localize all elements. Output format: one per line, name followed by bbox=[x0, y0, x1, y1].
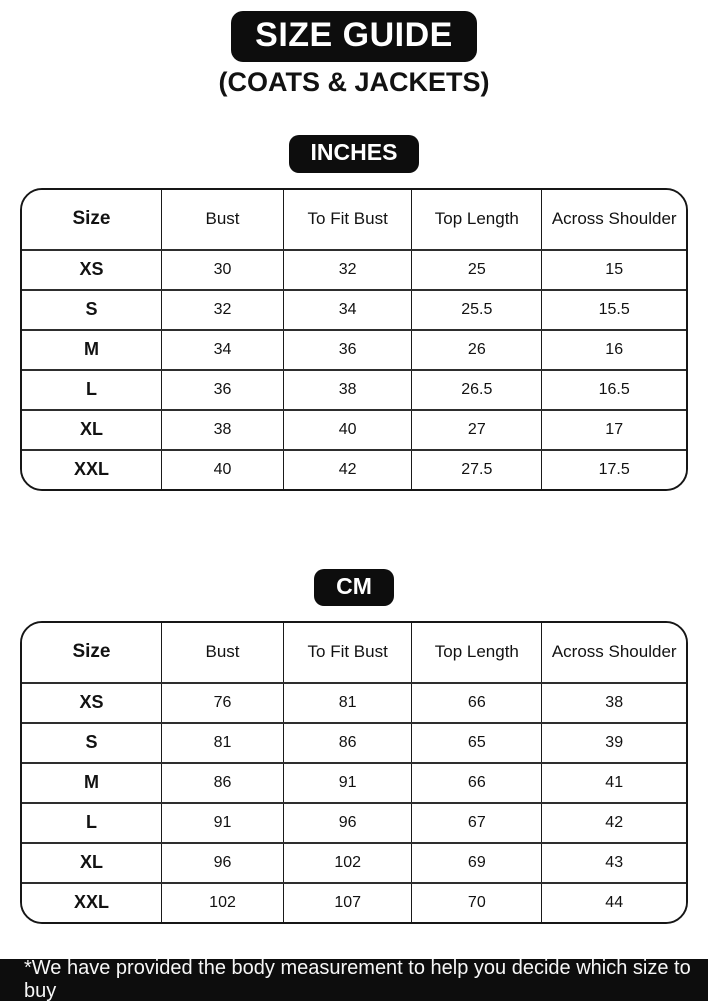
column-header: Across Shoulder bbox=[542, 623, 686, 683]
table-header-row bbox=[22, 190, 686, 250]
value-cell: 30 bbox=[161, 250, 283, 290]
value-cell: 76 bbox=[161, 683, 283, 723]
table-header-row bbox=[22, 623, 686, 683]
value-cell: 38 bbox=[542, 683, 686, 723]
value-cell: 34 bbox=[161, 330, 283, 370]
value-cell: 86 bbox=[284, 723, 412, 763]
value-cell: 41 bbox=[542, 763, 686, 803]
value-cell: 43 bbox=[542, 843, 686, 883]
value-cell: 40 bbox=[284, 410, 412, 450]
cm-section-label-wrap bbox=[0, 569, 708, 606]
value-cell: 70 bbox=[412, 883, 542, 922]
value-cell: 15.5 bbox=[542, 290, 686, 330]
value-cell: 42 bbox=[542, 803, 686, 843]
size-cell: XS bbox=[22, 683, 161, 723]
table-row bbox=[22, 803, 686, 843]
column-header: Bust bbox=[161, 190, 283, 250]
table-row bbox=[22, 290, 686, 330]
cm-size-table bbox=[20, 621, 688, 924]
table-row bbox=[22, 843, 686, 883]
value-cell: 27 bbox=[412, 410, 542, 450]
size-cell: M bbox=[22, 763, 161, 803]
value-cell: 102 bbox=[284, 843, 412, 883]
value-cell: 69 bbox=[412, 843, 542, 883]
inches-section-label-wrap bbox=[0, 135, 708, 172]
value-cell: 91 bbox=[161, 803, 283, 843]
cm-badge: CM bbox=[314, 569, 394, 606]
value-cell: 86 bbox=[161, 763, 283, 803]
value-cell: 38 bbox=[284, 370, 412, 410]
column-header: Across Shoulder bbox=[542, 190, 686, 250]
table-row bbox=[22, 250, 686, 290]
size-cell: L bbox=[22, 370, 161, 410]
value-cell: 39 bbox=[542, 723, 686, 763]
column-header: To Fit Bust bbox=[284, 190, 412, 250]
value-cell: 102 bbox=[161, 883, 283, 922]
size-cell: L bbox=[22, 803, 161, 843]
table-row bbox=[22, 450, 686, 489]
size-cell: M bbox=[22, 330, 161, 370]
value-cell: 17.5 bbox=[542, 450, 686, 489]
value-cell: 67 bbox=[412, 803, 542, 843]
size-cell: S bbox=[22, 290, 161, 330]
value-cell: 16.5 bbox=[542, 370, 686, 410]
value-cell: 81 bbox=[284, 683, 412, 723]
value-cell: 91 bbox=[284, 763, 412, 803]
page-title: SIZE GUIDE bbox=[231, 11, 477, 62]
column-header: Top Length bbox=[412, 190, 542, 250]
value-cell: 65 bbox=[412, 723, 542, 763]
value-cell: 15 bbox=[542, 250, 686, 290]
page-subtitle: (COATS & JACKETS) bbox=[218, 67, 490, 98]
table-row bbox=[22, 763, 686, 803]
value-cell: 36 bbox=[161, 370, 283, 410]
value-cell: 66 bbox=[412, 763, 542, 803]
size-cell: XXL bbox=[22, 450, 161, 489]
value-cell: 17 bbox=[542, 410, 686, 450]
column-header: Size bbox=[22, 623, 161, 683]
table-row bbox=[22, 883, 686, 922]
value-cell: 16 bbox=[542, 330, 686, 370]
column-header: Bust bbox=[161, 623, 283, 683]
value-cell: 96 bbox=[161, 843, 283, 883]
table-row bbox=[22, 683, 686, 723]
inches-badge: INCHES bbox=[289, 135, 420, 172]
size-cell: XS bbox=[22, 250, 161, 290]
value-cell: 107 bbox=[284, 883, 412, 922]
size-cell: XXL bbox=[22, 883, 161, 922]
size-cell: XL bbox=[22, 843, 161, 883]
column-header: Top Length bbox=[412, 623, 542, 683]
column-header: Size bbox=[22, 190, 161, 250]
value-cell: 32 bbox=[161, 290, 283, 330]
value-cell: 26.5 bbox=[412, 370, 542, 410]
footer-disclaimer-text: *We have provided the body measurement to help you decide which size to buy bbox=[24, 957, 691, 1001]
value-cell: 25.5 bbox=[412, 290, 542, 330]
column-header: To Fit Bust bbox=[284, 623, 412, 683]
value-cell: 44 bbox=[542, 883, 686, 922]
value-cell: 27.5 bbox=[412, 450, 542, 489]
table-row bbox=[22, 410, 686, 450]
value-cell: 32 bbox=[284, 250, 412, 290]
value-cell: 40 bbox=[161, 450, 283, 489]
value-cell: 26 bbox=[412, 330, 542, 370]
table-row bbox=[22, 370, 686, 410]
value-cell: 42 bbox=[284, 450, 412, 489]
inches-size-table bbox=[20, 188, 688, 491]
value-cell: 66 bbox=[412, 683, 542, 723]
footer-disclaimer bbox=[0, 959, 708, 1001]
value-cell: 25 bbox=[412, 250, 542, 290]
value-cell: 81 bbox=[161, 723, 283, 763]
table-row bbox=[22, 723, 686, 763]
size-cell: XL bbox=[22, 410, 161, 450]
title-badge-wrap bbox=[0, 0, 708, 62]
value-cell: 34 bbox=[284, 290, 412, 330]
value-cell: 96 bbox=[284, 803, 412, 843]
value-cell: 36 bbox=[284, 330, 412, 370]
table-row bbox=[22, 330, 686, 370]
size-cell: S bbox=[22, 723, 161, 763]
value-cell: 38 bbox=[161, 410, 283, 450]
